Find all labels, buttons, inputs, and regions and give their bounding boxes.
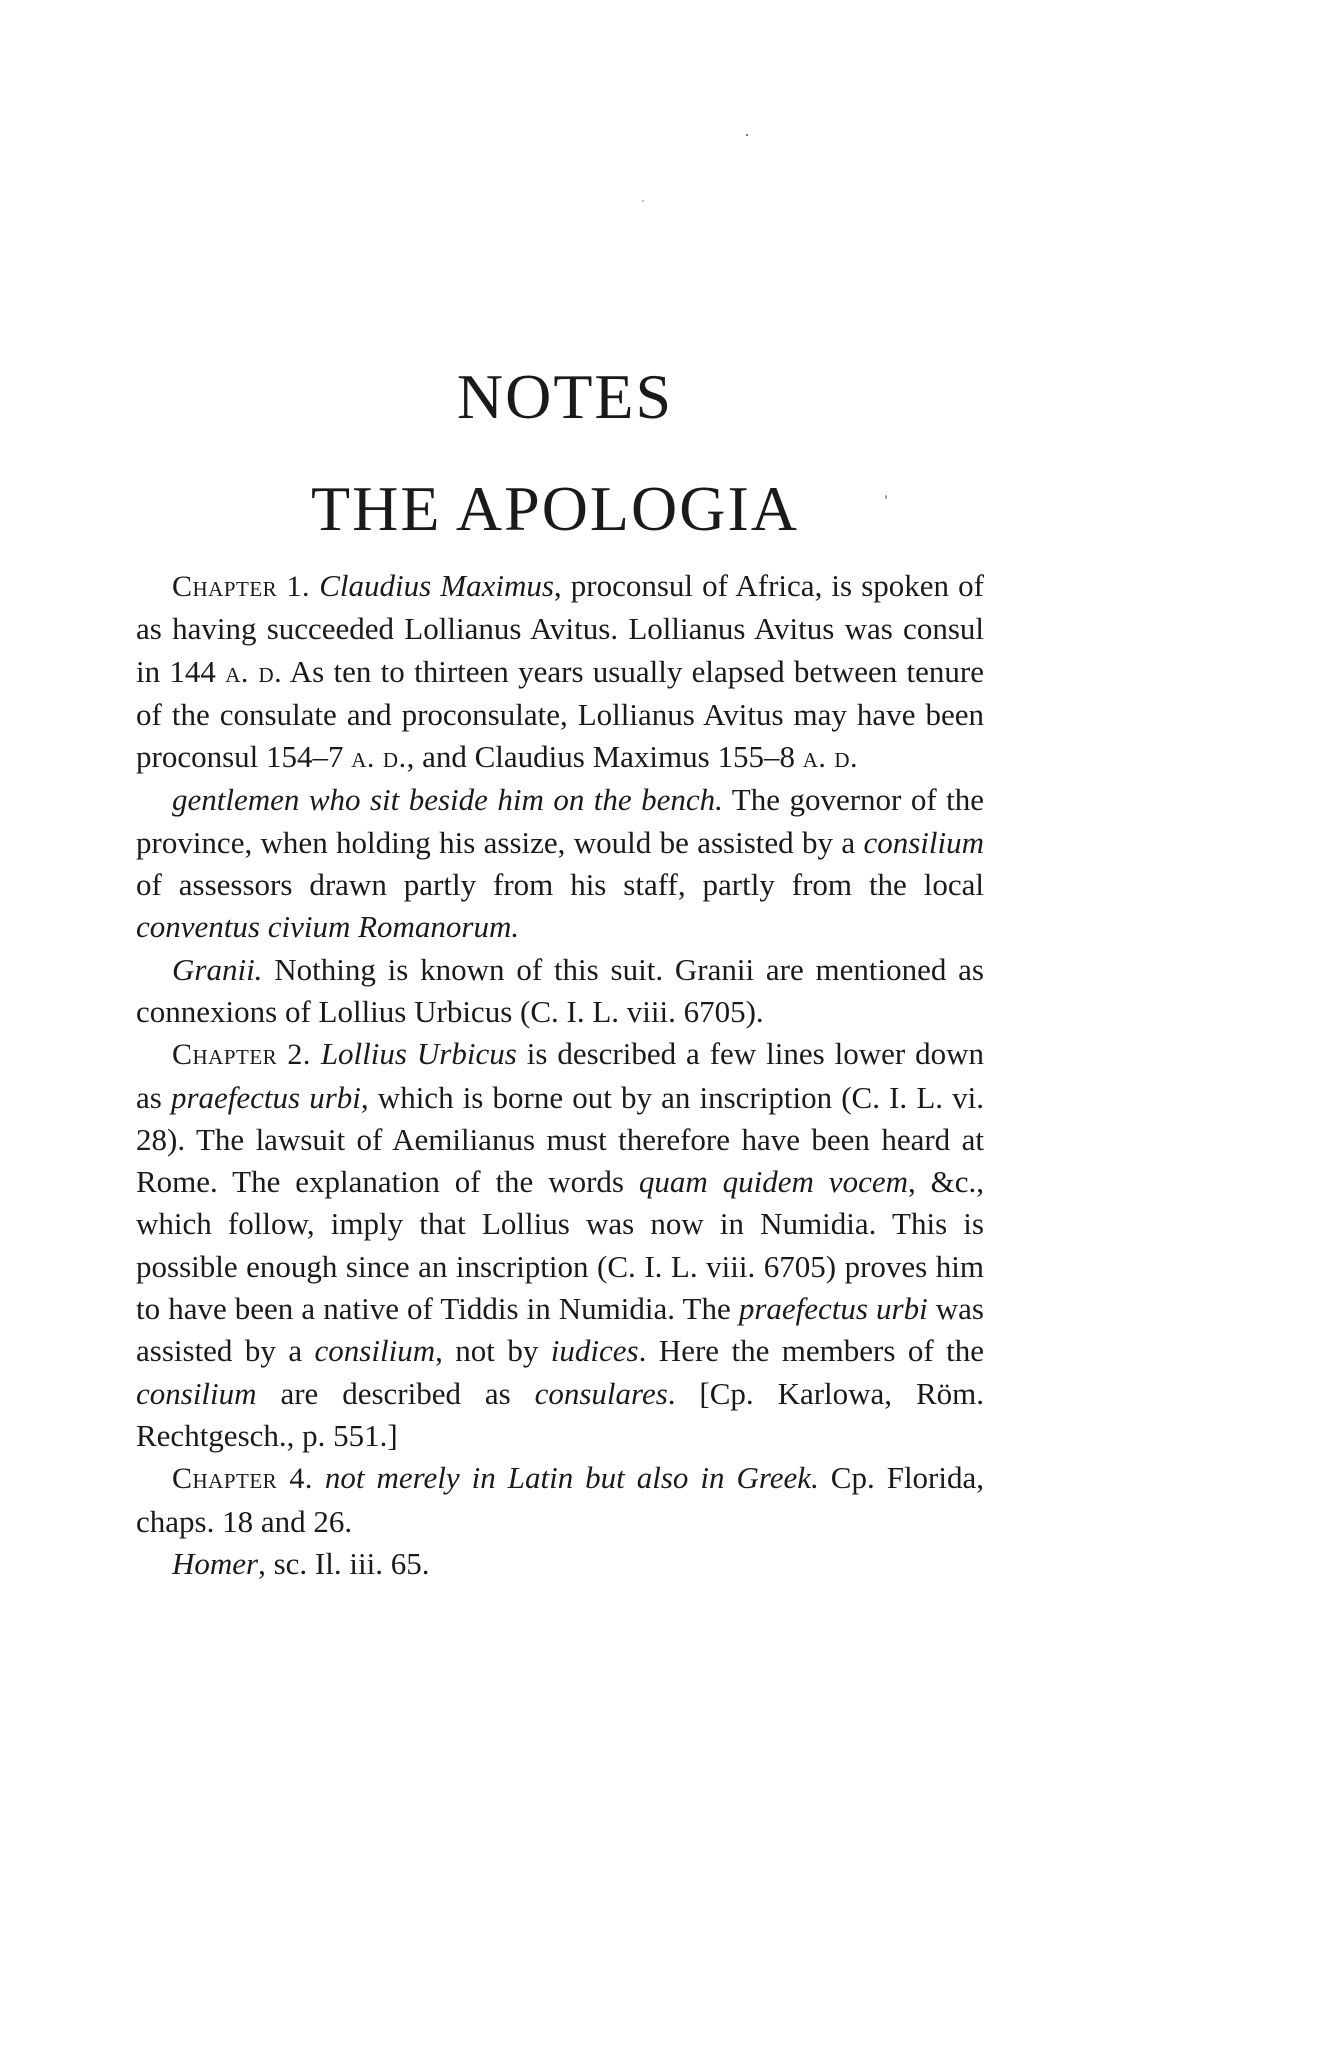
print-speck bbox=[746, 134, 748, 136]
text-run: , and Claudius Maximus 155–8 bbox=[406, 739, 803, 775]
page-title: NOTES bbox=[456, 361, 674, 432]
text-run: The governor of the province, when holding his assize, would be assisted by a bbox=[136, 782, 984, 860]
italic-phrase: gentlemen who sit beside him on the bench. bbox=[172, 782, 723, 818]
notes-body bbox=[136, 565, 984, 1585]
text-run: . [Cp. Karlowa, Röm. Rechtgesch., p. 551.] bbox=[136, 1375, 984, 1453]
italic-phrase: consilium bbox=[314, 1333, 436, 1369]
italic-phrase: praefectus urbi bbox=[170, 1079, 361, 1115]
note-paragraph bbox=[136, 1033, 984, 1457]
text-run: was assisted by a bbox=[136, 1291, 984, 1369]
text-run: Nothing is known of this suit. Granii are mentioned as connexions of Lollius Urbicus (C. I. L. viii. 6705). bbox=[136, 951, 984, 1029]
italic-phrase: consulares bbox=[534, 1375, 668, 1411]
italic-phrase: conventus civium Romanorum. bbox=[136, 909, 520, 945]
text-run: , sc. Il. iii. 65. bbox=[258, 1545, 430, 1581]
italic-phrase: not merely in Latin but also in Greek. bbox=[324, 1460, 819, 1496]
small-caps-phrase: Chapter 4. bbox=[172, 1462, 313, 1496]
small-caps-phrase: a. d. bbox=[802, 741, 859, 775]
italic-phrase: quam quidem vocem bbox=[638, 1164, 908, 1200]
text-run: of assessors drawn partly from his staff, partly from the local bbox=[136, 867, 984, 903]
note-paragraph bbox=[136, 949, 984, 1034]
text-run: is described a few lines lower down as bbox=[136, 1036, 985, 1115]
italic-phrase: consilium bbox=[136, 1375, 257, 1411]
note-paragraph bbox=[136, 1543, 984, 1585]
note-paragraph bbox=[136, 1457, 984, 1543]
text-run: , &c., which follow, imply that Lollius was now in Numidia. This is possible enough since an inscription (C. I. L. viii. 6705) proves him to have been a native of Tiddis in Numidia. The bbox=[136, 1164, 984, 1327]
note-paragraph bbox=[136, 779, 984, 948]
italic-phrase: iudices bbox=[550, 1333, 639, 1369]
small-caps-phrase: Chapter 2. bbox=[172, 1038, 311, 1072]
text-run: Cp. Florida, chaps. 18 and 26. bbox=[136, 1460, 984, 1539]
text-run: , which is borne out by an inscription (C. I. L. vi. 28). The lawsuit of Aemilianus must therefore have been heard at Rome. The explanation of the words bbox=[136, 1079, 984, 1200]
note-paragraph bbox=[136, 565, 984, 779]
italic-phrase: Claudius Maximus bbox=[319, 568, 554, 603]
text-run bbox=[313, 1460, 325, 1495]
small-caps-phrase: a. d. bbox=[351, 741, 407, 775]
text-run: are described as bbox=[256, 1375, 535, 1411]
print-speck bbox=[642, 200, 644, 202]
italic-phrase: consilium bbox=[863, 824, 984, 860]
small-caps-phrase: Chapter 1. bbox=[172, 570, 311, 603]
text-run: , not by bbox=[435, 1333, 551, 1369]
text-run: . Here the members of the bbox=[638, 1333, 984, 1369]
italic-phrase: Granii. bbox=[172, 951, 263, 987]
text-run bbox=[311, 1036, 321, 1071]
italic-phrase: Homer bbox=[172, 1545, 259, 1581]
text-run bbox=[310, 568, 319, 603]
text-run: As ten to thirteen years usually elapsed between tenure of the consulate and proconsulate, Lollianus Avitus may have been proconsul 154–7 bbox=[136, 653, 984, 775]
italic-phrase: praefectus urbi bbox=[738, 1291, 928, 1327]
text-run: , proconsul of Africa, is spoken of as having succeeded Lollianus Avitus. Lollianus Avitus was consul in 144 bbox=[136, 568, 984, 689]
italic-phrase: Lollius Urbicus bbox=[320, 1036, 517, 1072]
section-title: THE APOLOGIA bbox=[311, 473, 799, 544]
small-caps-phrase: a. d. bbox=[225, 655, 283, 689]
